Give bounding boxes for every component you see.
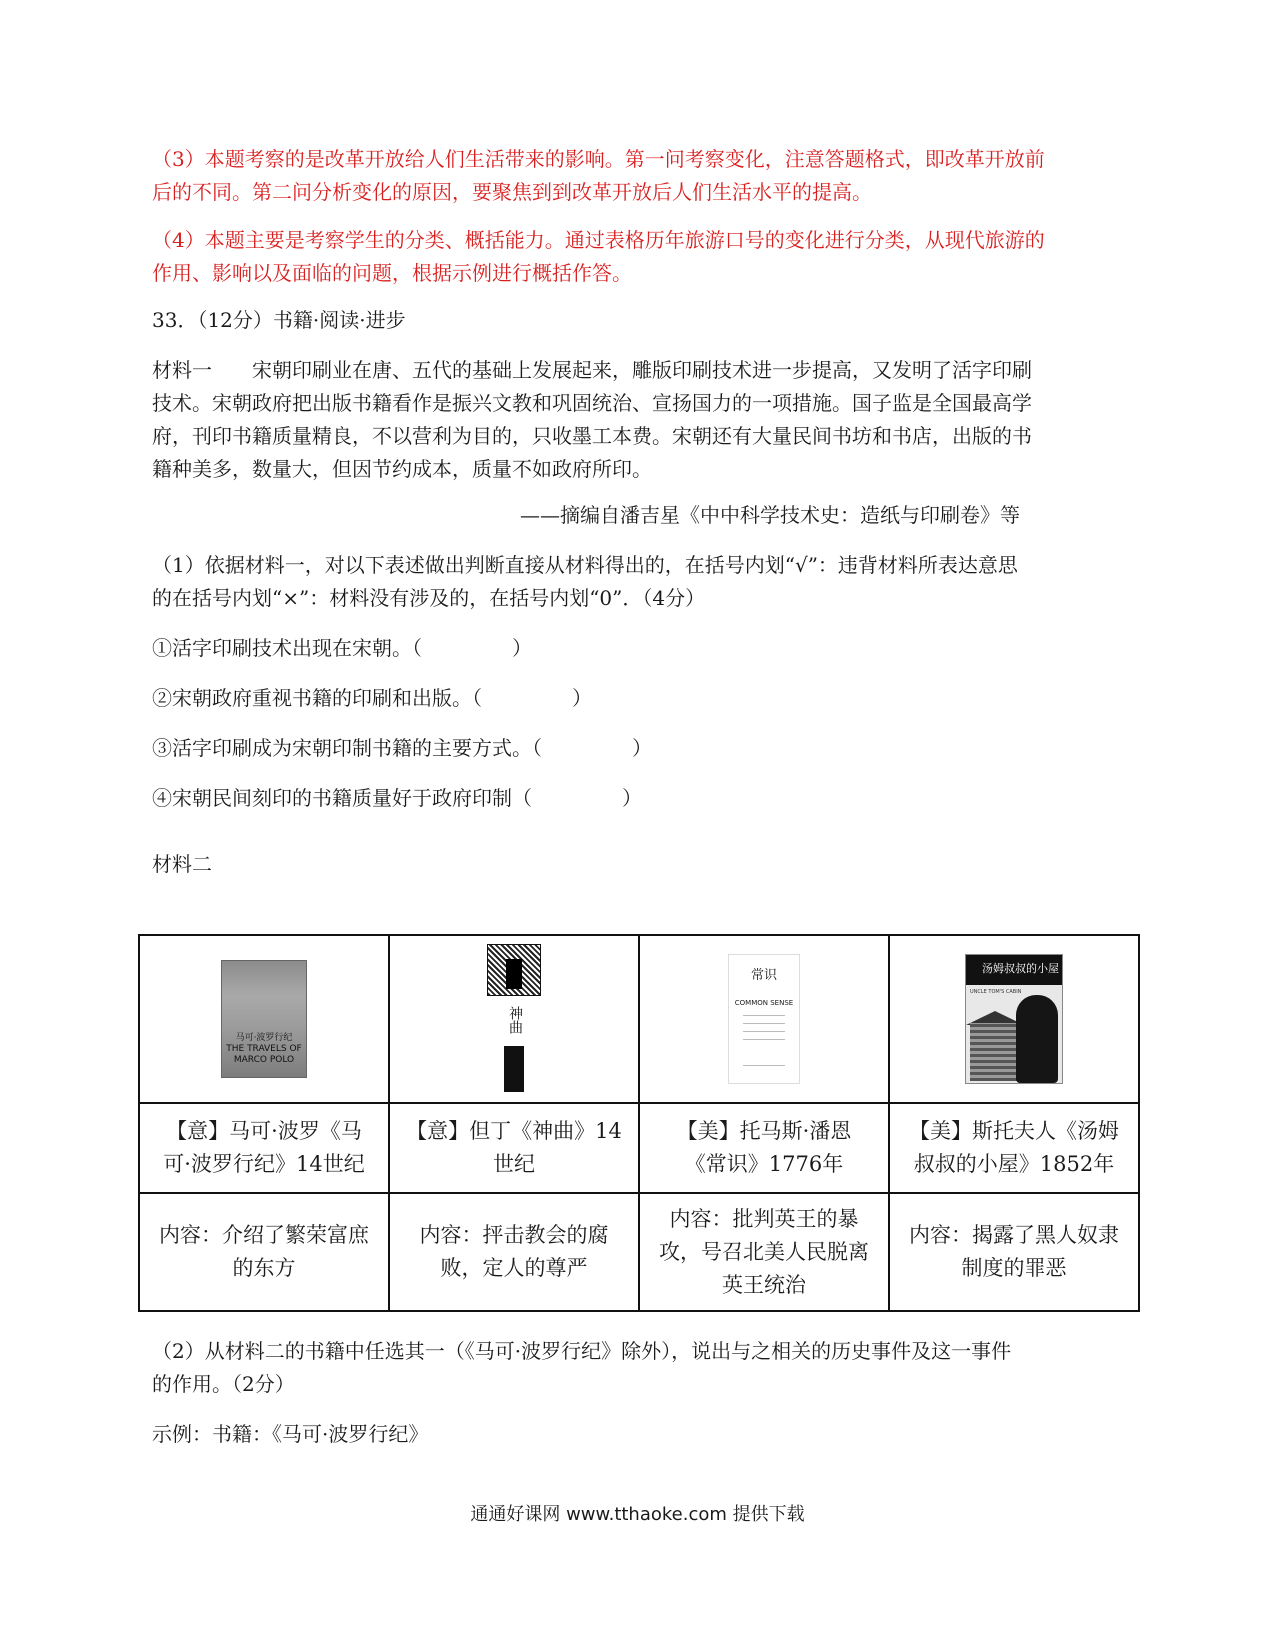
book-content-cell	[889, 1193, 1139, 1311]
answer-3-line2: 后的不同。第二问分析变化的原因，要聚焦到到改革开放后人们生活水平的提高。	[152, 180, 872, 204]
answer-3	[152, 143, 1128, 209]
cover-rule	[743, 1031, 785, 1032]
common-sense-cover-image	[728, 954, 800, 1084]
book-content-line: 英王统治	[722, 1272, 806, 1297]
book-content-row	[139, 1193, 1139, 1311]
book-content-cell	[389, 1193, 639, 1311]
material-one-line1: 材料一 宋朝印刷业在唐、五代的基础上发展起来，雕版印刷技术进一步提高，又发明了活字印刷	[152, 358, 1032, 382]
question-1-line1: （1）依据材料一，对以下表述做出判断直接从材料得出的，在括号内划“√”：违背材料所表达意思	[152, 553, 1018, 577]
book-title-line: 《常识》1776年	[684, 1152, 844, 1176]
book-title-cell	[889, 1103, 1139, 1193]
book-content-line: 内容：介绍了繁荣富庶	[159, 1223, 369, 1247]
book-title-cell	[139, 1103, 389, 1193]
close-paren: ）	[622, 786, 642, 810]
book-title-cell	[639, 1103, 889, 1193]
book-content-line: 制度的罪恶	[961, 1256, 1067, 1280]
cover-illustration	[487, 944, 541, 996]
question-1	[152, 549, 1128, 615]
material-one-line2: 技术。宋朝政府把出版书籍看作是振兴文教和巩固统治、宣扬国力的一项措施。国子监是全国最高学	[152, 391, 1032, 415]
book-cover-cell	[139, 935, 389, 1103]
marco-polo-cover-image	[221, 960, 307, 1078]
book-content-line: 败，定人的尊严	[440, 1256, 588, 1280]
book-content-line: 攻，号召北美人民脱离	[659, 1239, 869, 1264]
answer-4	[152, 224, 1128, 290]
answer-3-line1: （3）本题考察的是改革开放给人们生活带来的影响。第一问考察变化，注意答题格式，即改革开放前	[152, 147, 1045, 171]
book-title-line: 世纪	[493, 1152, 535, 1176]
book-title-line: 【意】但丁《神曲》14	[406, 1119, 622, 1143]
cover-rule	[743, 1015, 785, 1016]
book-title-line: 叔叔的小屋》1852年	[913, 1152, 1115, 1176]
answer-4-line2: 作用、影响以及面临的问题，根据示例进行概括作答。	[152, 261, 632, 285]
book-cover-row	[139, 935, 1139, 1103]
book-content-line: 内容：揭露了黑人奴隶	[909, 1223, 1119, 1247]
material-one	[152, 354, 1128, 486]
cover-rule	[743, 1065, 785, 1066]
question-2	[152, 1335, 1128, 1401]
material-source: ——摘编自潘吉星《中中科学技术史：造纸与印刷卷》等	[520, 503, 1020, 527]
material-one-line4: 籍种美多，数量大，但因节约成本，质量不如政府所印。	[152, 457, 652, 481]
judgement-item-4	[152, 782, 1128, 815]
judgement-item-3	[152, 732, 1128, 765]
book-title-line: 【意】马可·波罗《马	[166, 1119, 362, 1143]
close-paren: ）	[572, 686, 592, 710]
cover-house	[970, 1023, 1020, 1081]
common-sense-cover-title-en: COMMON SENSE	[734, 999, 794, 1007]
book-content-cell	[139, 1193, 389, 1311]
book-content-line: 的东方	[232, 1256, 296, 1280]
question-2-line1: （2）从材料二的书籍中任选其一（《马可·波罗行纪》除外），说出与之相关的历史事件及这一事件	[152, 1339, 1012, 1363]
books-table	[138, 934, 1140, 1312]
judgement-item-4-text: ④宋朝民间刻印的书籍质量好于政府印制（	[152, 786, 532, 810]
book-cover-cell	[889, 935, 1139, 1103]
material-one-line3: 府，刊印书籍质量精良，不以营利为目的，只收墨工本费。宋朝还有大量民间书坊和书店，出版的书	[152, 424, 1032, 448]
judgement-item-1	[152, 632, 1128, 665]
question-1-line2: 的在括号内划“×”：材料没有涉及的，在括号内划“0”．（4分）	[152, 586, 706, 610]
cover-portrait	[1016, 995, 1058, 1083]
common-sense-cover-title: 常识	[750, 968, 777, 983]
close-paren: ）	[512, 636, 532, 660]
cover-rule	[743, 1039, 785, 1040]
question-2-line2: 的作用。（2分）	[152, 1372, 295, 1396]
judgement-item-2-text: ②宋朝政府重视书籍的印刷和出版。（	[152, 686, 482, 710]
book-title-line: 【美】托马斯·潘恩	[676, 1119, 852, 1143]
material-two-label: 材料二	[152, 852, 212, 876]
divine-comedy-cover-title: 神曲	[507, 1006, 523, 1034]
book-title-line: 可·波罗行纪》14世纪	[163, 1152, 365, 1176]
answer-4-line1: （4）本题主要是考察学生的分类、概括能力。通过表格历年旅游口号的变化进行分类，从现代旅游的	[152, 228, 1045, 252]
uncle-toms-cabin-cover-title: 汤姆叔叔的小屋	[982, 962, 1059, 975]
book-cover-cell	[389, 935, 639, 1103]
page-footer: 通通好课网 www.tthaoke.com 提供下载	[470, 1504, 805, 1525]
book-cover-cell	[639, 935, 889, 1103]
judgement-item-3-text: ③活字印刷成为宋朝印制书籍的主要方式。（	[152, 736, 542, 760]
book-content-line: 内容：抨击教会的腐	[419, 1223, 609, 1247]
divine-comedy-cover-image	[487, 944, 541, 1094]
example-line: 示例：书籍：《马可·波罗行纪》	[152, 1422, 429, 1446]
book-title-row	[139, 1103, 1139, 1193]
uncle-toms-cabin-cover-title-en: UNCLE TOM'S CABIN	[970, 989, 1022, 995]
judgement-item-1-text: ①活字印刷技术出现在宋朝。（	[152, 636, 422, 660]
close-paren: ）	[632, 736, 652, 760]
cover-block	[504, 1046, 524, 1092]
judgement-item-2	[152, 682, 1128, 715]
cover-rule	[743, 1023, 785, 1024]
book-content-cell	[639, 1193, 889, 1311]
book-content-line: 内容：批判英王的暴	[669, 1206, 859, 1231]
marco-polo-cover-title: 马可·波罗行纪 THE TRAVELS OF MARCO POLO	[226, 1033, 302, 1065]
book-title-line: 【美】斯托夫人《汤姆	[909, 1119, 1119, 1143]
question-heading: 33．（12分）书籍·阅读·进步	[152, 308, 406, 332]
book-title-cell	[389, 1103, 639, 1193]
uncle-toms-cabin-cover-image	[965, 954, 1063, 1084]
